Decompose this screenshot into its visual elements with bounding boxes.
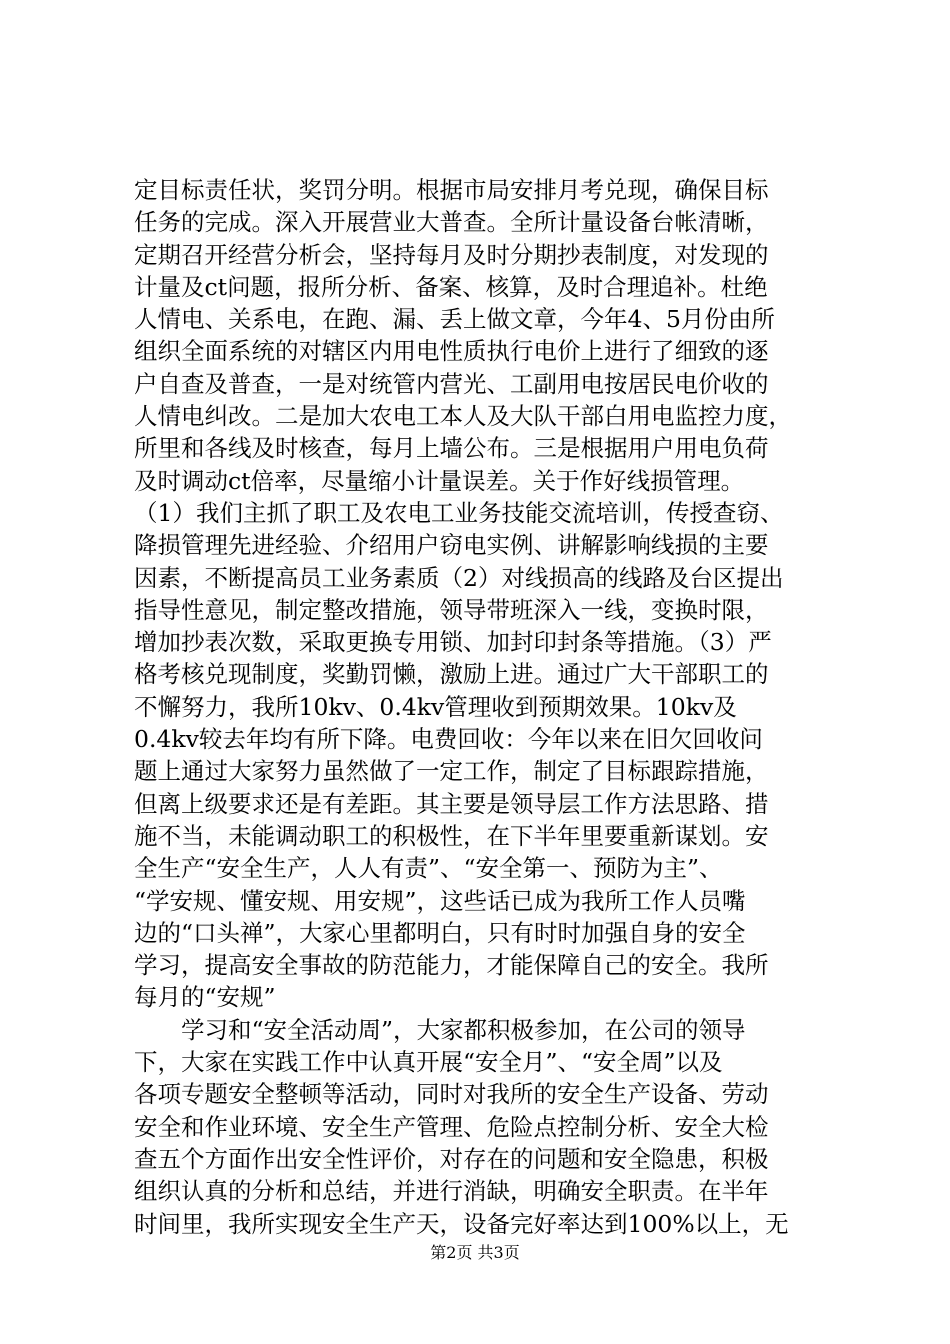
text-line: 边的“口头禅”，大家心里都明白，只有时时加强自身的安全 xyxy=(134,918,746,947)
text-line: 计量及ct问题，报所分析、备案、核算，及时合理追补。杜绝 xyxy=(134,272,768,301)
text-line: 题上通过大家努力虽然做了一定工作，制定了目标跟踪措施， xyxy=(134,757,769,786)
text-line: 但离上级要求还是有差距。其主要是领导层工作方法思路、措 xyxy=(134,789,769,818)
text-line: 降损管理先进经验、介绍用户窃电实例、讲解影响线损的主要 xyxy=(134,531,769,560)
page-footer: 第2页 共3页 xyxy=(430,1243,520,1262)
text-line: 施不当，未能调动职工的积极性，在下半年里要重新谋划。安 xyxy=(134,821,769,850)
text-line: 0.4kv较去年均有所下降。电费回收：今年以来在旧欠回收问 xyxy=(134,725,763,754)
text-line: 增加抄表次数，采取更换专用锁、加封印封条等措施。（3）严 xyxy=(134,628,772,657)
text-line: 组织全面系统的对辖区内用电性质执行电价上进行了细致的逐 xyxy=(134,337,769,366)
text-line: 各项专题安全整顿等活动，同时对我所的安全生产设备、劳动 xyxy=(134,1080,769,1109)
text-line: 指导性意见，制定整改措施，领导带班深入一线，变换时限， xyxy=(134,595,769,624)
text-line: 学习，提高安全事故的防范能力，才能保障自己的安全。我所 xyxy=(134,951,769,980)
paragraph-start-line: 学习和“安全活动周”，大家都积极参加，在公司的领导 xyxy=(181,1015,746,1044)
text-line: 及时调动ct倍率，尽量缩小计量误差。关于作好线损管理。 xyxy=(134,466,745,495)
text-line: 人情电、关系电，在跑、漏、丢上做文章，今年4、5月份由所 xyxy=(134,305,775,334)
text-line: 查五个方面作出安全性评价，对存在的问题和安全隐患，积极 xyxy=(134,1144,769,1173)
text-line: 所里和各线及时核查，每月上墙公布。三是根据用户用电负荷 xyxy=(134,434,769,463)
text-line: （1）我们主抓了职工及农电工业务技能交流培训，传授查窃、 xyxy=(134,498,784,527)
body-text xyxy=(134,174,834,1240)
text-line: 安全和作业环境、安全生产管理、危险点控制分析、安全大检 xyxy=(134,1112,769,1141)
text-line: 组织认真的分析和总结，并进行消缺，明确安全职责。在半年 xyxy=(134,1177,769,1206)
text-line: 不懈努力，我所10kv、0.4kv管理收到预期效果。10kv及 xyxy=(134,692,737,721)
text-line: 时间里，我所实现安全生产天，设备完好率达到100%以上，无 xyxy=(134,1209,789,1238)
text-line: 户自查及普查，一是对统管内营光、工副用电按居民电价收的 xyxy=(134,369,769,398)
text-line: 任务的完成。深入开展营业大普查。全所计量设备台帐清晰， xyxy=(134,208,769,237)
text-line: 因素，不断提高员工业务素质（2）对线损高的线路及台区提出 xyxy=(134,563,784,592)
text-line: 下，大家在实践工作中认真开展“安全月”、“安全周”以及 xyxy=(134,1048,723,1077)
text-line: 定期召开经营分析会，坚持每月及时分期抄表制度，对发现的 xyxy=(134,240,769,269)
text-line: 每月的“安规” xyxy=(134,983,276,1012)
text-line: 全生产“安全生产，人人有责”、“安全第一、预防为主”、 xyxy=(134,854,723,883)
text-line: 定目标责任状，奖罚分明。根据市局安排月考兑现，确保目标 xyxy=(134,176,769,204)
text-line: “学安规、懂安规、用安规”，这些话已成为我所工作人员嘴 xyxy=(134,886,746,915)
text-line: 人情电纠改。二是加大农电工本人及大队干部白用电监控力度， xyxy=(134,402,792,431)
text-line: 格考核兑现制度，奖勤罚懒，激励上进。通过广大干部职工的 xyxy=(134,660,769,689)
